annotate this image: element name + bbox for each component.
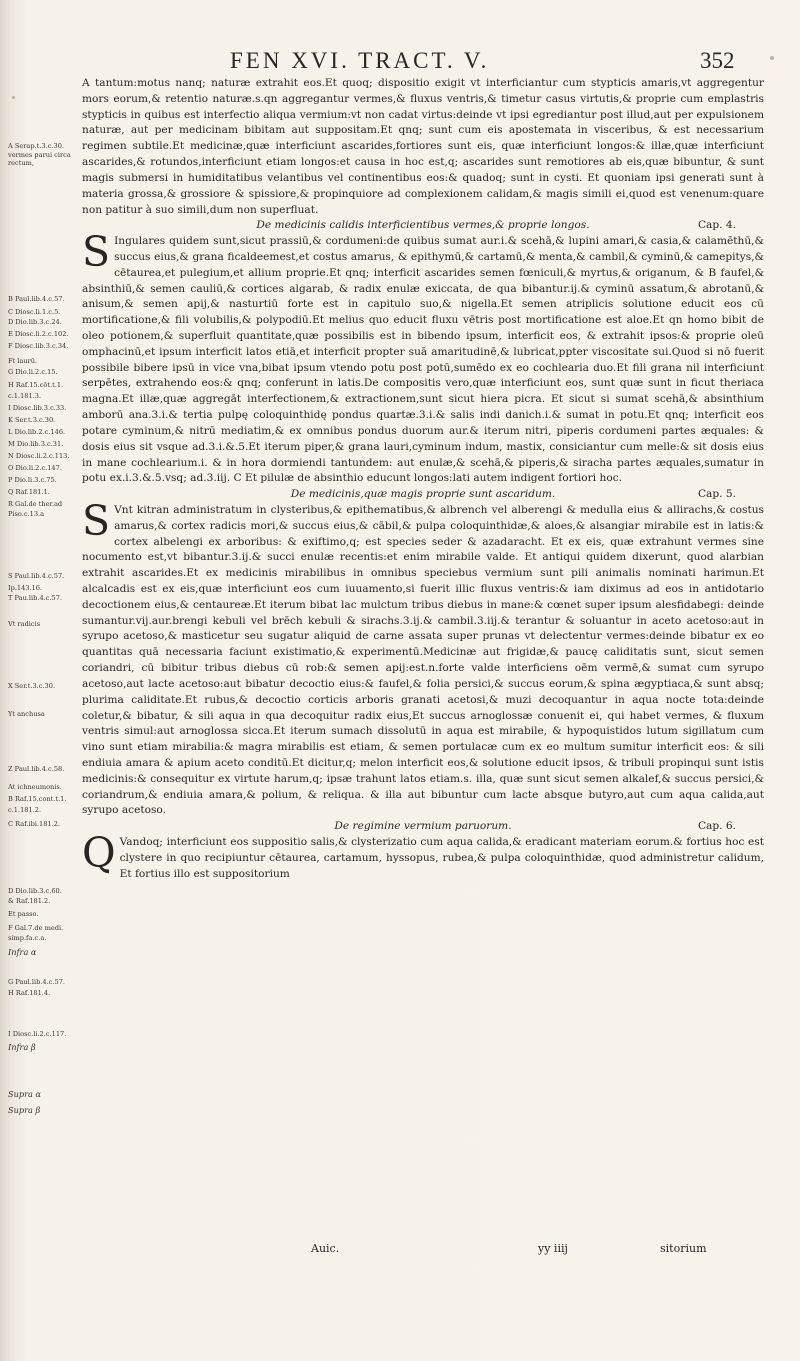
margin-note: S Paul.lib.4.c.57.: [8, 572, 65, 580]
chapter-heading: [82, 819, 764, 835]
margin-note: B Paul.lib.4.c.57.: [8, 295, 65, 303]
margin-note: G Paul.lib.4.c.57.: [8, 978, 65, 986]
drop-cap: S: [82, 228, 111, 277]
margin-note: Infra β: [8, 1042, 36, 1052]
chapter-number: Cap. 4.: [697, 219, 736, 232]
margin-note: Supra β: [8, 1105, 41, 1115]
paragraph-text: Vandoq; interficiunt eos suppositio salis,& clysterizatio cum aqua calida,& eradicant materiam eorum.& fortius hoc est clystere in quo recipiuntur cētaurea, cartamum, hyssopus, rubea,& pulpa coloquinthidæ, quod administretur calidum, Et fortius illo est suppositorium: [119, 836, 764, 880]
margin-note: At ichneumonis.: [8, 783, 62, 791]
body-text: [82, 76, 764, 882]
margin-note: H Raf.15.cōt.t.1.: [8, 381, 64, 389]
margin-note: X Ser.t.3.c.30.: [8, 682, 56, 690]
margin-note: & Raf.181.2.: [8, 897, 51, 905]
margin-note: Yt anchusa: [8, 710, 45, 718]
margin-note: c.1.181.2.: [8, 806, 42, 814]
margin-note: E Diosc.li.2.c.102.: [8, 330, 69, 338]
chapter-title: De medicinis calidis interficientibus vermes,& proprie longos.: [256, 219, 590, 232]
chapter-number: Cap. 6.: [697, 820, 736, 833]
chapter-number: Cap. 5.: [697, 488, 736, 501]
margin-note: vermes parui circa rectum,: [8, 151, 71, 168]
margin-note: Piso.c.13.a: [8, 510, 45, 518]
margin-note: N Diosc.li.2.c.113.: [8, 452, 70, 460]
margin-note: K Ser.t.3.c.30.: [8, 416, 56, 424]
margin-note: D Dio.lib.3.c.60.: [8, 887, 62, 895]
margin-note: Infra α: [8, 947, 37, 957]
margin-note: G Dio.li.2.c.15.: [8, 368, 58, 376]
margin-notes: [0, 0, 80, 1361]
margin-note: Ft laurū.: [8, 357, 38, 365]
margin-note: I Diosc.lib.3.c.33.: [8, 404, 67, 412]
margin-note: C Raf.ibi.181.2.: [8, 820, 60, 828]
page-footer: [0, 1242, 800, 1262]
folio-number: 352: [700, 48, 735, 73]
drop-cap: S: [82, 496, 111, 545]
margin-note: Supra α: [8, 1089, 42, 1099]
margin-note: Ip.143.16.: [8, 584, 43, 592]
margin-note: Vt radicis: [8, 620, 41, 628]
running-title: FEN XVI. TRACT. V.: [230, 48, 490, 73]
chapter-title: De medicinis,quæ magis proprie sunt ascaridum.: [290, 488, 556, 501]
footer-note: Auic.: [311, 1242, 340, 1255]
ink-spot: [770, 56, 774, 60]
ink-spot: [12, 96, 15, 99]
chapter-heading: [82, 487, 764, 503]
margin-note: Et passo.: [8, 910, 39, 918]
margin-note: H Raf.181.4.: [8, 989, 51, 997]
margin-note: F Gal.7.de medi.: [8, 924, 64, 932]
margin-note: B Raf.15.cont.t.1.: [8, 795, 67, 803]
margin-note: O Dio.li.2.c.147.: [8, 464, 62, 472]
paragraph: A tantum:motus nanq; naturæ extrahit eos.Et quoq; dispositio exigit vt interficiantur cum stypticis amaris,vt aggregentur mors eorum,& retentio naturæ.s.qn aggregantur vermes,& fluxus ventris,& timetur casus virtutis,& proprie cum emplastris stypticis in quibus est interfectio aliqua vermium:vt non cadat virtus:deinde vt ipsi egrediantur post illud,aut per expulsionem naturæ, aut per medicinam bibitam aut suppositam.Et qnq; sunt cum eis apostemata in visceribus, & est necessarium regimen subtile.Et medicinæ,quæ interficiunt ascarides,fortiores sunt eis, quæ interficiunt longos:& illæ,quæ interficiunt ascarides,& rotundos,interficiunt etiam longos:et causa in hoc est,q; ascarides sunt remotiores ab eis,quæ bibuntur, & sunt magis submersi in humiditatibus velantibus vel continentibus eos:& quadoq; sunt in cysti. Et quoniam ipsi generati sunt à materia grossa,& grossiore & spissiore,& propinquiore ad complexionem calidam,& magis simili ei,quod est venenum:quare non patitur à suo simili,dum non superfluat.: [82, 77, 764, 216]
margin-note: L Dio.lib.2.c.146.: [8, 428, 66, 436]
margin-note: M Dio.lib.3.c.31.: [8, 440, 64, 448]
margin-note: A Serap.t.3.c.30.: [8, 142, 64, 150]
margin-note: C Diosc.li.1.c.5.: [8, 308, 61, 316]
drop-cap: Q: [82, 829, 116, 877]
margin-note: F Diosc.lib.3.c.34.: [8, 342, 69, 350]
chapter-heading: [82, 218, 764, 234]
margin-note: R Gal.de ther.ad: [8, 500, 63, 508]
signature-mark: yy iiij: [538, 1242, 568, 1255]
paragraph-text: Ingulares quidem sunt,sicut prassiū,& cordumeni:de quibus sumat aur.i.& scehā,& lupini amari,& casia,& calamēthū,& succus eius,& grana ficaldeemest,et costus amarus, & epithymū,& cartamū,& menta,& cambil,& cyminū,& camepitys,& cētaurea,et pulegium,et allium proprie.Et qnq; interficit ascarides semen fœniculi,& myrtus,& origanum, & B faufel,& absinthiū,& semen cauliū,& cortices algarab, & radix enulæ exiccata, de qua bibantur.ij.& cyminū assatum,& abrotanū,& anisum,& semen apij,& nasturtiū forte est in capitulo suo,& nigella.Et semen atriplicis solutione educit eos cū mortificatione,& fili volubilis,& polypodiū.Et melius quo educit fluxu vētris post mortificatione est aloe.Et qn homo bibit de oleo potionem,& superfluit quantitate,quæ possibilis est in bibendo ipsum, interficit eos, & extrahit ipsos:& proprie oleū omphacinū,et ipsum interficit latos etiā,et interficit propter suā amaritudinē,& lubricat,ppter viscositate sui.Quod si nō fuerit possibile bibere ipsū in vice vna,bibat ipsum vtendo potu post potū,sumēdo ex eo cochlearia duo.Et fili grana nil interficiunt serpētes, extrahendo eos:& qnq; conferunt in latis.De compositis vero,quæ interficiunt eos, sunt quæ sunt in ficut theriaca magna.Et illæ,quæ aggregāt interfectionem,& extractionem,sunt sicut hiera picra. Et sicut si sumat scehā,& absinthium amborū ana.3.i.& tertia pulpę coloquinthidę pondus quartæ.3.i.& salis indi danich.i.& sumat in potu.Et qnq; interficit eos potare cyminum,& nitrū mediatim,& ex omnibus pondus duorum aur.& iterum nitri, piperis cordumeni partes æquales: & dosis eius sit vsque ad.3.i.&.5.Et iterum piper,& grana lauri,cyminum indum, mastix, consiciantur cum melle:& sit dosis eius in mane cochlearium.i. & in hora dormiendi tantundem: aut enulæ,& scehā,& piperis,& siracha partes æquales,sumatur in potu ex.i.3.&.5.vsq; ad.3.iij. C Et pilulæ de absinthio educunt longos:lati autem indigent fortiori hoc.: [82, 235, 764, 485]
margin-note: Z Paul.lib.4.c.58.: [8, 765, 65, 773]
margin-note: P Dio.li.3.c.75.: [8, 476, 57, 484]
margin-note: I Diosc.li.2.c.117.: [8, 1030, 67, 1038]
paragraph: [82, 829, 764, 882]
catchword: sitorium: [660, 1242, 707, 1255]
chapter-title: De regimine vermium paruorum.: [334, 820, 512, 833]
paragraph: [82, 496, 764, 819]
margin-note: D Dio.lib.3.c.24.: [8, 318, 62, 326]
paragraph-text: Vnt kitran administratum in clysteribus,& epithematibus,& albrench vel alberengi & medulla eius & allirachs,& costus amarus,& cortex radicis mori,& succus eius,& cābil,& pulpa coloquinthidæ,& aloes,& alsangiar mirabile est in latis:& cortex albelengi ex arboribus: & exiftimo,q; est species seder & azadaracht. Et ex eis, quæ extrahunt vermes sine nocumento est,vt bibantur.3.ij.& succi enulæ recentis:et enim mirabile valde. Et antiqui quidem dixerunt, quod alarbian extrahit ascarides.Et ex medicinis mirabilibus in omnibus speciebus vermium sunt pili animalis nominati harimun.Et alcalcadis est ex eis,quæ interficiunt eos cum iuuamento,si fuerit illic fluxus ventris:& iam diximus ad eos in antidotario decoctionem eius,& centaureæ.Et iterum bibat lac mulctum tribus diebus in mane:& cœnet super ipsum alesfidabegi: deinde sumantur.vij.aur.brengi kebuli vel brēch kebuli & sirachs.3.ij.& cambil.3.iij.& terantur & soluantur in aceto acetoso:aut in syrupo acetoso,& masticetur seu sugatur aliquid de carne assata super prunas vt delectentur vermes:deinde bibatur ex eo quantitas quā necessaria faciunt existimatio,& experimentū.Medicinæ aut frigidæ,& paucę caliditatis sunt, sicut semen coriandri, cū bibitur tribus diebus cū rob:& semen apij:est.n.forte valde interficiens oēm vermē,& sumat cum syrupo acetoso,aut lacte acetoso:aut bibatur decoctio eius:& faufel,& folia persici,& succus eorum,& spina ægyptiaca,& sunt absq; plurima caliditate.Et rubus,& decoctio corticis arboris granati acetosi,& muzi decoquantur in aqua nocte tota:deinde coletur,& bibatur, & sili aqua in qua decoquitur radix eius,Et succus arnoglossæ conuenit ei, qui habet vermes, & fluxum ventris simul:aut arnoglossa sicca.Et iterum sumach dissolutū in aqua est mirabile, & hypoquistidos lutum sigillatum cum vino sunt etiam mirabilia:& magra mirabilis est etiam, & semen portulacæ cum ex eo multum sumitur interficit eos: & sili endiuia amara & apium aceto conditū.Et dicitur,q; melon interficit eos,& solutione educit ipsos, & tribuli propinqui sunt istis medicinis:& consequitur ex virtute harum,q; ipsæ trahunt latos etiam.s. illa, quæ sunt sicut semen alkalef,& succus persici,& coriandrum,& endiuia amara,& polium, & reliqua. & illa aut bibuntur cum lacte absque butyro,aut cum aqua calida,aut syrupo acetoso.: [82, 503, 764, 817]
margin-note: simp.fa.c.a.: [8, 934, 47, 942]
margin-note: c.1.181.3.: [8, 392, 42, 400]
margin-note: Q Raf.181.1.: [8, 488, 50, 496]
margin-note: T Pau.lib.4.c.57.: [8, 594, 63, 602]
paragraph: [82, 228, 764, 487]
